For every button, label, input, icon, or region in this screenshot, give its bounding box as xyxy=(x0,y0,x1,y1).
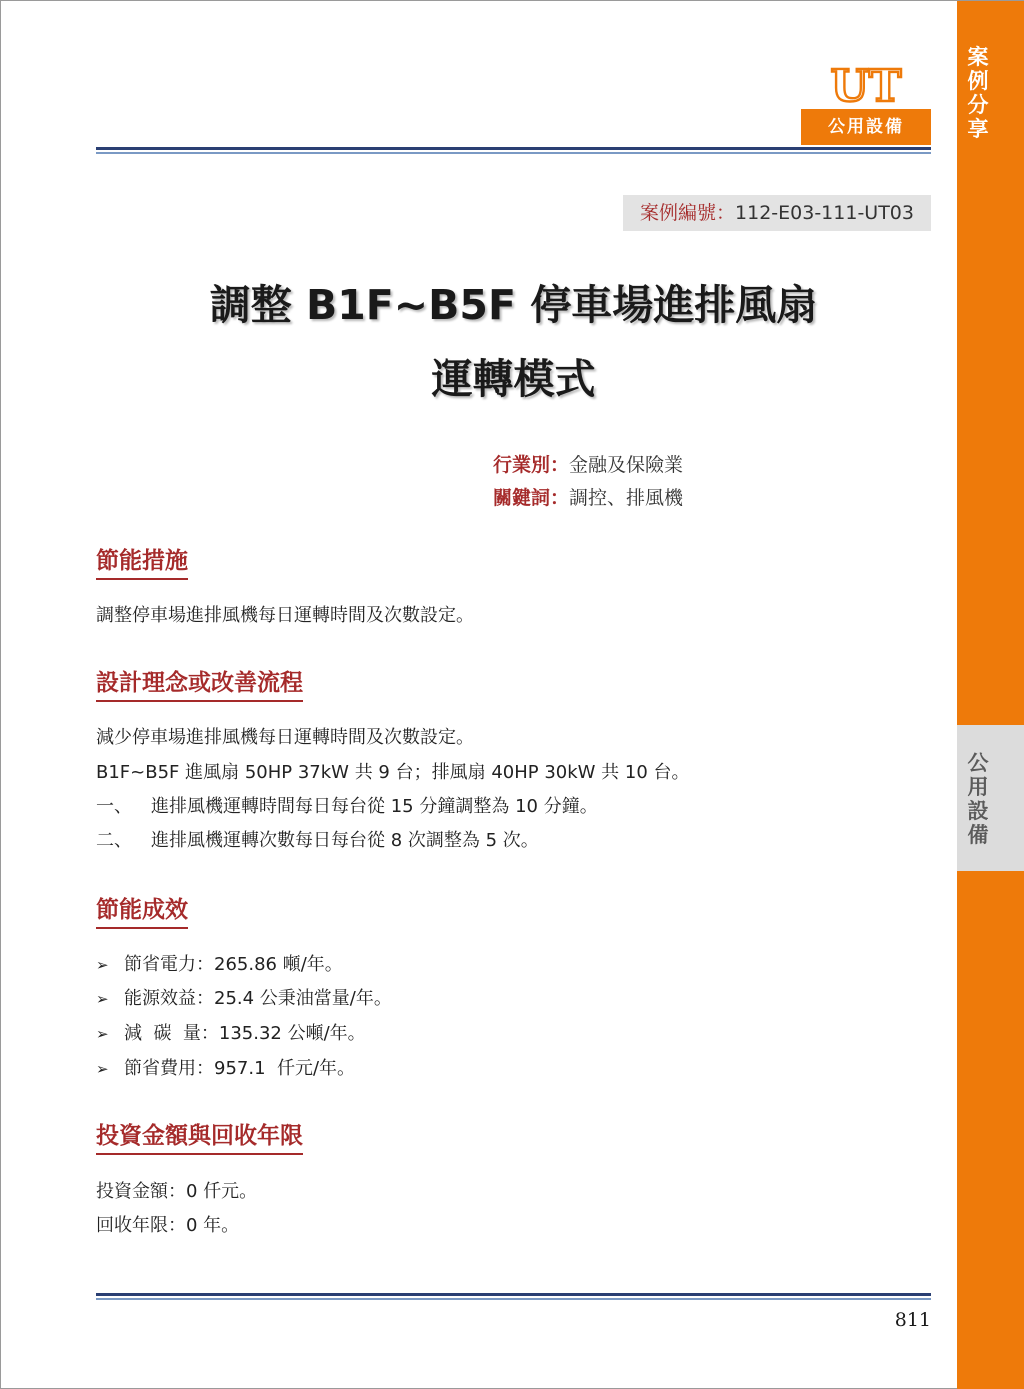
keywords-value: 調控、排風機 xyxy=(569,487,684,509)
design-item-1-text: 進排風機運轉時間每日每台從 15 分鐘調整為 10 分鐘。 xyxy=(151,796,598,817)
design-item-2-mark: 二、 xyxy=(96,830,132,851)
arrow-bullet-icon: ➢ xyxy=(96,1060,109,1078)
case-number-box xyxy=(623,195,931,231)
ut-logo-letters xyxy=(801,63,931,107)
side-tab-label-case-share: 案例分享 xyxy=(967,45,989,141)
side-tab-bottom xyxy=(957,871,1024,1389)
heading-results: 節能成效 xyxy=(96,895,188,929)
result-item-text: 節省費用：957.1 仟元/年。 xyxy=(124,1058,356,1079)
top-divider xyxy=(96,147,931,154)
payback-period: 回收年限：0 年。 xyxy=(96,1215,240,1236)
design-item-1-mark: 一、 xyxy=(96,796,132,817)
design-item-2 xyxy=(96,824,539,858)
design-item-2-text: 進排風機運轉次數每日每台從 8 次調整為 5 次。 xyxy=(151,830,539,851)
ut-logo-text: UT xyxy=(830,63,902,107)
result-item xyxy=(96,1017,366,1051)
investment-amount: 投資金額：0 仟元。 xyxy=(96,1181,258,1202)
side-tab-label-utilities: 公用設備 xyxy=(967,751,989,847)
heading-design: 設計理念或改善流程 xyxy=(96,668,303,702)
industry-value: 金融及保險業 xyxy=(569,454,684,476)
industry-label: 行業別： xyxy=(493,454,570,476)
ut-logo xyxy=(801,63,931,145)
design-line-1: 減少停車場進排風機每日運轉時間及次數設定。 xyxy=(96,727,474,748)
title-line-1: 調整 B1F~B5F 停車場進排風扇 xyxy=(209,281,818,329)
result-item xyxy=(96,948,343,982)
page-title xyxy=(96,273,931,411)
keywords-label: 關鍵詞： xyxy=(493,487,570,509)
case-number-value: 112-E03-111-UT03 xyxy=(735,202,914,224)
arrow-bullet-icon: ➢ xyxy=(96,990,109,1008)
arrow-bullet-icon: ➢ xyxy=(96,1025,109,1043)
heading-investment: 投資金額與回收年限 xyxy=(96,1121,303,1155)
design-line-2: B1F~B5F 進風扇 50HP 37kW 共 9 台；排風扇 40HP 30kW 共 10 台。 xyxy=(96,762,690,783)
page-number: 811 xyxy=(894,1309,931,1331)
meta-info xyxy=(493,449,683,515)
result-item-text: 減 碳 量：135.32 公噸/年。 xyxy=(124,1023,366,1044)
heading-measures: 節能措施 xyxy=(96,546,188,580)
result-item-text: 能源效益：25.4 公秉油當量/年。 xyxy=(124,988,392,1009)
result-item xyxy=(96,982,392,1016)
ut-logo-caption: 公用設備 xyxy=(801,109,931,145)
design-item-1 xyxy=(96,790,598,824)
result-item-text: 節省電力：265.86 噸/年。 xyxy=(124,954,343,975)
bottom-divider xyxy=(96,1293,931,1300)
measures-text: 調整停車場進排風機每日運轉時間及次數設定。 xyxy=(96,605,474,626)
title-line-2: 運轉模式 xyxy=(431,355,596,403)
case-number-label: 案例編號： xyxy=(640,202,736,224)
arrow-bullet-icon: ➢ xyxy=(96,956,109,974)
result-item xyxy=(96,1052,355,1086)
